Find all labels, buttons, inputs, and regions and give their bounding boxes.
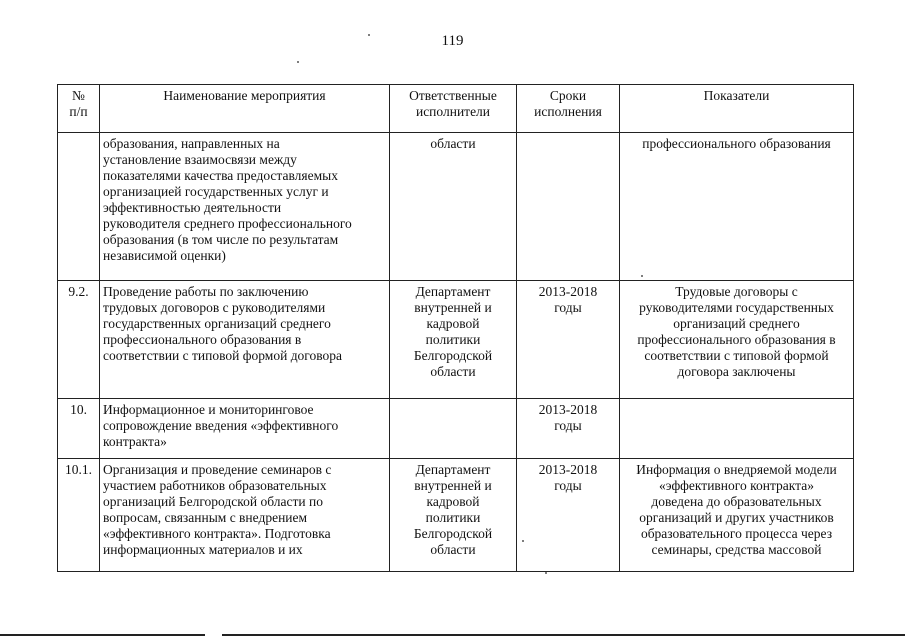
cell-terms: 2013-2018 годы xyxy=(517,281,620,399)
header-name: Наименование мероприятия xyxy=(100,85,390,133)
scan-speck xyxy=(297,61,299,63)
scan-speck xyxy=(522,540,524,542)
table-row xyxy=(58,399,854,459)
table-row xyxy=(58,133,854,281)
cell-name: Информационное и мониторинговое сопровождение введения «эффективного контракта» xyxy=(100,399,390,459)
header-responsible: Ответственные исполнители xyxy=(390,85,517,133)
cell-num: 10. xyxy=(58,399,100,459)
table-header-row xyxy=(58,85,854,133)
cell-terms: 2013-2018 годы xyxy=(517,399,620,459)
scan-speck xyxy=(545,572,547,574)
scan-speck xyxy=(641,275,643,277)
cell-num xyxy=(58,133,100,281)
cell-responsible: области xyxy=(390,133,517,281)
cell-indicators xyxy=(620,399,854,459)
page-number: 119 xyxy=(441,33,464,49)
cell-responsible xyxy=(390,399,517,459)
cell-name: Организация и проведение семинаров с участием работников образовательных организаций Белгородской области по вопросам, связанным с внедрением «эффективного контракта». Подготовка информационных материалов и их xyxy=(100,459,390,572)
scan-speck xyxy=(368,34,370,36)
header-indicators: Показатели xyxy=(620,85,854,133)
cell-responsible: Департамент внутренней и кадровой политики Белгородской области xyxy=(390,459,517,572)
table-row xyxy=(58,281,854,399)
table-row xyxy=(58,459,854,572)
cell-indicators: профессионального образования xyxy=(620,133,854,281)
cell-terms: 2013-2018 годы xyxy=(517,459,620,572)
cell-name: Проведение работы по заключению трудовых договоров с руководителями государственных организаций среднего профессионального образования в соответствии с типовой формой договора xyxy=(100,281,390,399)
header-num: № п/п xyxy=(58,85,100,133)
scan-edge-line-right xyxy=(222,634,905,636)
activities-table xyxy=(57,84,854,572)
cell-terms xyxy=(517,133,620,281)
scan-edge-line-left xyxy=(0,634,205,636)
cell-num: 10.1. xyxy=(58,459,100,572)
cell-indicators: Информация о внедряемой модели «эффективного контракта» доведена до образовательных организаций и других участников образовательного процесса через семинары, средства массовой xyxy=(620,459,854,572)
header-terms: Сроки исполнения xyxy=(517,85,620,133)
cell-indicators: Трудовые договоры с руководителями государственных организаций среднего профессионального образования в соответствии с типовой формой договора заключены xyxy=(620,281,854,399)
cell-name: образования, направленных на установление взаимосвязи между показателями качества предоставляемых организацией государственных услуг и эффективностью деятельности руководителя среднего профессионального образования (в том числе по результатам независимой оценки) xyxy=(100,133,390,281)
cell-responsible: Департамент внутренней и кадровой политики Белгородской области xyxy=(390,281,517,399)
cell-num: 9.2. xyxy=(58,281,100,399)
